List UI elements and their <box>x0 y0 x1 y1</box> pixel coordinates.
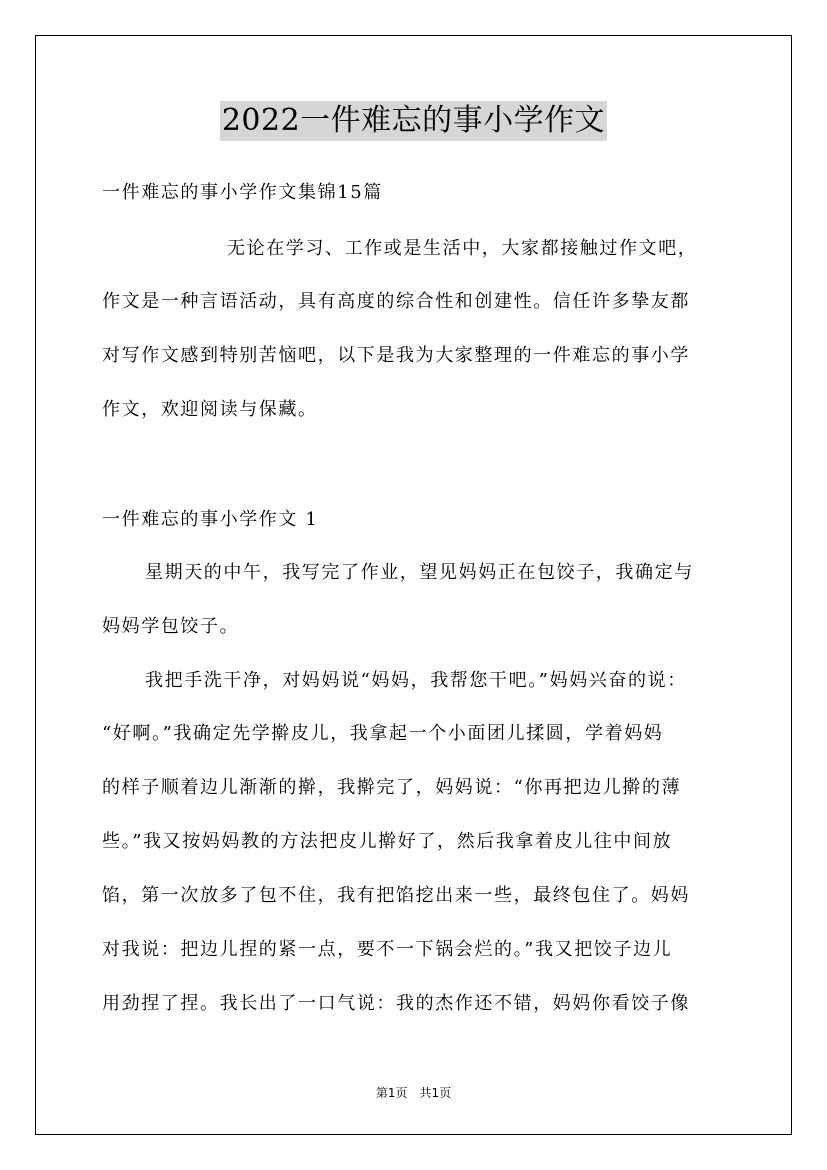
body-line: 些。”我又按妈妈教的方法把皮儿擀好了，然后我拿着皮儿往中间放 <box>102 831 673 852</box>
intro-line: 作文，欢迎阅读与保藏。 <box>102 399 318 420</box>
body-line: “好啊。”我确定先学擀皮儿，我拿起一个小面团儿揉圆，学着妈妈 <box>102 723 664 744</box>
body-line: 星期天的中午，我写完了作业，望见妈妈正在包饺子，我确定与 <box>145 562 694 583</box>
body-line: 妈妈学包饺子。 <box>102 616 240 637</box>
body-line: 我把手洗干净，对妈妈说“妈妈，我帮您干吧。”妈妈兴奋的说： <box>145 670 687 691</box>
document-title: 2022一件难忘的事小学作文 <box>220 101 607 141</box>
intro-line: 对写作文感到特别苦恼吧，以下是我为大家整理的一件难忘的事小学 <box>102 345 690 366</box>
page-footer: 第1页 共1页 <box>375 1086 452 1100</box>
section-heading: 一件难忘的事小学作文 1 <box>102 509 319 530</box>
body-line: 的样子顺着边儿渐渐的擀，我擀完了，妈妈说：“你再把边儿擀的薄 <box>102 777 682 798</box>
body-line: 用劲捏了捏。我长出了一口气说：我的杰作还不错，妈妈你看饺子像 <box>102 993 690 1014</box>
title-container <box>0 101 827 141</box>
intro-line: 作文是一种言语活动，具有高度的综合性和创建性。信任许多挚友都 <box>102 291 690 312</box>
body-line: 对我说：把边儿捏的紧一点，要不一下锅会烂的。”我又把饺子边儿 <box>102 939 673 960</box>
body-line: 馅，第一次放多了包不住，我有把馅挖出来一些，最终包住了。妈妈 <box>102 885 690 906</box>
document-subtitle: 一件难忘的事小学作文集锦15篇 <box>102 182 383 203</box>
intro-line: 无论在学习、工作或是生活中，大家都接触过作文吧， <box>227 238 698 259</box>
